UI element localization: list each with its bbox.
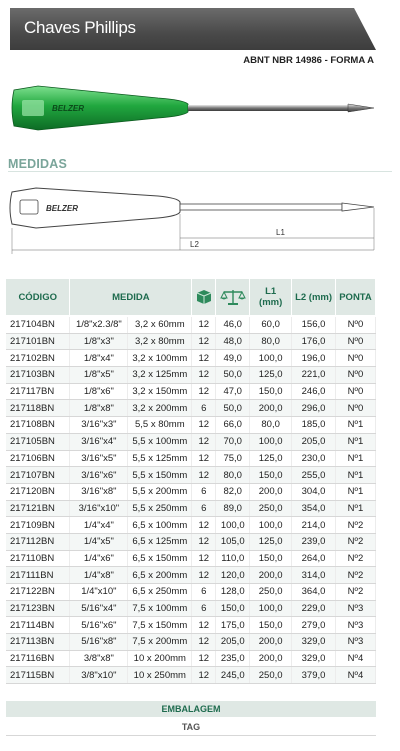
header-box [192, 279, 216, 316]
cell-qty: 12 [192, 417, 216, 434]
cell-weight: 235,0 [216, 650, 250, 667]
standard-label: ABNT NBR 14986 - FORMA A [243, 55, 374, 66]
cell-ponta: Nº0 [335, 383, 375, 400]
embalagem-label: EMBALAGEM [6, 701, 376, 717]
cell-codigo: 217113BN [6, 634, 70, 651]
cell-weight: 245,0 [216, 667, 250, 684]
cell-l2: 185,0 [292, 417, 336, 434]
cell-l1: 200,0 [250, 634, 292, 651]
cell-l1: 100,0 [250, 350, 292, 367]
cell-qty: 12 [192, 367, 216, 384]
cell-l2: 176,0 [292, 333, 336, 350]
cell-medida-inch: 1/8"x6" [70, 383, 128, 400]
cell-ponta: Nº3 [335, 617, 375, 634]
cell-medida-inch: 1/8"x4" [70, 350, 128, 367]
cell-ponta: Nº3 [335, 634, 375, 651]
tag-label: TAG [6, 719, 376, 736]
cell-l2: 221,0 [292, 367, 336, 384]
cell-ponta: Nº1 [335, 467, 375, 484]
header-l1-label: L1 [265, 286, 277, 297]
cell-weight: 46,0 [216, 316, 250, 333]
header-ponta: PONTA [335, 279, 375, 316]
cell-codigo: 217117BN [6, 383, 70, 400]
cell-medida-inch: 1/8"x2.3/8" [70, 316, 128, 333]
cell-ponta: Nº2 [335, 550, 375, 567]
table-row [6, 533, 376, 550]
header-medida: MEDIDA [70, 279, 192, 316]
table-row [6, 550, 376, 567]
cell-l2: 246,0 [292, 383, 336, 400]
cell-l1: 250,0 [250, 500, 292, 517]
cell-medida-mm: 7,5 x 100mm [128, 600, 192, 617]
cell-codigo: 217118BN [6, 400, 70, 417]
cell-medida-mm: 6,5 x 150mm [128, 550, 192, 567]
cell-medida-mm: 3,2 x 100mm [128, 350, 192, 367]
cell-weight: 70,0 [216, 433, 250, 450]
cell-medida-inch: 1/4"x4" [70, 517, 128, 534]
cell-weight: 47,0 [216, 383, 250, 400]
cell-medida-mm: 6,5 x 100mm [128, 517, 192, 534]
cell-ponta: Nº1 [335, 433, 375, 450]
cell-ponta: Nº2 [335, 567, 375, 584]
l2-dimension-label: L2 [190, 240, 199, 249]
cell-l1: 100,0 [250, 517, 292, 534]
cell-medida-mm: 3,2 x 60mm [128, 316, 192, 333]
cell-l1: 150,0 [250, 467, 292, 484]
cell-qty: 12 [192, 433, 216, 450]
cell-l2: 214,0 [292, 517, 336, 534]
table-row [6, 467, 376, 484]
cell-medida-mm: 10 x 200mm [128, 650, 192, 667]
cell-qty: 6 [192, 500, 216, 517]
cell-l2: 264,0 [292, 550, 336, 567]
cell-medida-inch: 1/8"x5" [70, 367, 128, 384]
cell-qty: 12 [192, 533, 216, 550]
cell-codigo: 217107BN [6, 467, 70, 484]
table-row [6, 584, 376, 601]
cell-l2: 379,0 [292, 667, 336, 684]
header-l1 [250, 279, 292, 316]
cell-ponta: Nº2 [335, 517, 375, 534]
cell-ponta: Nº0 [335, 333, 375, 350]
cell-l2: 354,0 [292, 500, 336, 517]
cell-medida-mm: 6,5 x 125mm [128, 533, 192, 550]
cell-medida-inch: 3/16"x10" [70, 500, 128, 517]
table-row [6, 417, 376, 434]
cell-weight: 128,0 [216, 584, 250, 601]
cell-ponta: Nº4 [335, 667, 375, 684]
cell-ponta: Nº2 [335, 533, 375, 550]
table-row [6, 483, 376, 500]
cell-weight: 205,0 [216, 634, 250, 651]
cell-medida-inch: 3/16"x3" [70, 417, 128, 434]
cell-medida-inch: 3/16"x8" [70, 483, 128, 500]
brand-label: BELZER [52, 104, 84, 113]
table-row [6, 383, 376, 400]
cell-qty: 12 [192, 350, 216, 367]
cell-medida-inch: 1/8"x3" [70, 333, 128, 350]
table-row [6, 617, 376, 634]
cell-qty: 12 [192, 383, 216, 400]
cell-weight: 110,0 [216, 550, 250, 567]
header-weight [216, 279, 250, 316]
cell-weight: 50,0 [216, 367, 250, 384]
cell-l2: 255,0 [292, 467, 336, 484]
cell-ponta: Nº3 [335, 600, 375, 617]
cell-medida-inch: 5/16"x4" [70, 600, 128, 617]
l1-dimension-label: L1 [276, 228, 285, 237]
cell-medida-inch: 3/16"x4" [70, 433, 128, 450]
cell-codigo: 217101BN [6, 333, 70, 350]
cell-weight: 49,0 [216, 350, 250, 367]
cell-qty: 12 [192, 634, 216, 651]
cell-l2: 239,0 [292, 533, 336, 550]
table-row [6, 634, 376, 651]
cell-medida-inch: 3/8"x10" [70, 667, 128, 684]
table-row [6, 450, 376, 467]
table-row [6, 433, 376, 450]
cell-codigo: 217123BN [6, 600, 70, 617]
table-row [6, 650, 376, 667]
cell-qty: 6 [192, 600, 216, 617]
cell-l1: 150,0 [250, 550, 292, 567]
cell-medida-mm: 5,5 x 150mm [128, 467, 192, 484]
cell-medida-inch: 5/16"x8" [70, 634, 128, 651]
cell-medida-inch: 1/4"x6" [70, 550, 128, 567]
cell-l2: 230,0 [292, 450, 336, 467]
cell-qty: 12 [192, 517, 216, 534]
cell-medida-mm: 6,5 x 250mm [128, 584, 192, 601]
cell-codigo: 217122BN [6, 584, 70, 601]
table-row [6, 500, 376, 517]
section-divider [8, 171, 392, 172]
cell-qty: 12 [192, 667, 216, 684]
cell-l2: 329,0 [292, 634, 336, 651]
cell-qty: 12 [192, 467, 216, 484]
cell-qty: 12 [192, 567, 216, 584]
cell-l2: 229,0 [292, 600, 336, 617]
table-row [6, 316, 376, 333]
box-icon [195, 288, 213, 306]
cell-medida-inch: 1/4"x5" [70, 533, 128, 550]
cell-weight: 175,0 [216, 617, 250, 634]
cell-l2: 279,0 [292, 617, 336, 634]
cell-l2: 364,0 [292, 584, 336, 601]
cell-codigo: 217103BN [6, 367, 70, 384]
cell-qty: 12 [192, 450, 216, 467]
cell-codigo: 217109BN [6, 517, 70, 534]
cell-l2: 156,0 [292, 316, 336, 333]
cell-l1: 80,0 [250, 333, 292, 350]
cell-medida-mm: 5,5 x 250mm [128, 500, 192, 517]
cell-weight: 105,0 [216, 533, 250, 550]
cell-l1: 150,0 [250, 383, 292, 400]
cell-ponta: Nº0 [335, 350, 375, 367]
cell-l1: 60,0 [250, 316, 292, 333]
cell-medida-mm: 3,2 x 80mm [128, 333, 192, 350]
cell-l1: 200,0 [250, 650, 292, 667]
cell-codigo: 217105BN [6, 433, 70, 450]
cell-ponta: Nº4 [335, 650, 375, 667]
table-header-row [6, 279, 376, 316]
table-row [6, 600, 376, 617]
cell-l1: 200,0 [250, 483, 292, 500]
table-row [6, 350, 376, 367]
cell-codigo: 217121BN [6, 500, 70, 517]
cell-l1: 250,0 [250, 584, 292, 601]
cell-codigo: 217115BN [6, 667, 70, 684]
table-row [6, 517, 376, 534]
screwdriver-photo [8, 78, 388, 138]
cell-medida-mm: 7,5 x 150mm [128, 617, 192, 634]
specification-table [6, 279, 376, 684]
cell-ponta: Nº1 [335, 483, 375, 500]
cell-medida-mm: 5,5 x 80mm [128, 417, 192, 434]
cell-weight: 48,0 [216, 333, 250, 350]
cell-weight: 66,0 [216, 417, 250, 434]
cell-weight: 150,0 [216, 600, 250, 617]
cell-medida-mm: 5,5 x 100mm [128, 433, 192, 450]
cell-codigo: 217116BN [6, 650, 70, 667]
cell-codigo: 217106BN [6, 450, 70, 467]
scale-icon [220, 288, 246, 306]
cell-qty: 12 [192, 650, 216, 667]
table-row [6, 667, 376, 684]
cell-l2: 296,0 [292, 400, 336, 417]
cell-l2: 329,0 [292, 650, 336, 667]
cell-codigo: 217111BN [6, 567, 70, 584]
cell-l2: 314,0 [292, 567, 336, 584]
cell-l1: 125,0 [250, 450, 292, 467]
cell-l1: 100,0 [250, 433, 292, 450]
table-row [6, 367, 376, 384]
cell-l2: 196,0 [292, 350, 336, 367]
cell-l1: 80,0 [250, 417, 292, 434]
cell-weight: 120,0 [216, 567, 250, 584]
cell-codigo: 217114BN [6, 617, 70, 634]
cell-weight: 89,0 [216, 500, 250, 517]
cell-l1: 125,0 [250, 367, 292, 384]
cell-qty: 12 [192, 333, 216, 350]
cell-medida-inch: 3/8"x8" [70, 650, 128, 667]
cell-medida-mm: 10 x 250mm [128, 667, 192, 684]
cell-medida-inch: 3/16"x6" [70, 467, 128, 484]
cell-medida-mm: 5,5 x 125mm [128, 450, 192, 467]
cell-l1: 125,0 [250, 533, 292, 550]
cell-codigo: 217104BN [6, 316, 70, 333]
cell-l1: 200,0 [250, 567, 292, 584]
cell-medida-inch: 1/4"x8" [70, 567, 128, 584]
cell-medida-mm: 7,5 x 200mm [128, 634, 192, 651]
technical-drawing [8, 178, 392, 268]
cell-l2: 304,0 [292, 483, 336, 500]
cell-qty: 6 [192, 584, 216, 601]
header-codigo: CÓDIGO [6, 279, 70, 316]
cell-ponta: Nº2 [335, 584, 375, 601]
cell-medida-inch: 5/16"x6" [70, 617, 128, 634]
cell-medida-inch: 1/8"x8" [70, 400, 128, 417]
cell-l1: 250,0 [250, 667, 292, 684]
cell-weight: 50,0 [216, 400, 250, 417]
cell-medida-mm: 5,5 x 200mm [128, 483, 192, 500]
cell-weight: 80,0 [216, 467, 250, 484]
page-title: Chaves Phillips [24, 18, 136, 37]
cell-ponta: Nº1 [335, 500, 375, 517]
cell-medida-inch: 3/16"x5" [70, 450, 128, 467]
cell-ponta: Nº0 [335, 400, 375, 417]
section-title-medidas: MEDIDAS [8, 157, 68, 171]
table-row [6, 400, 376, 417]
cell-weight: 100,0 [216, 517, 250, 534]
table-row [6, 333, 376, 350]
header-l2: L2 (mm) [292, 279, 336, 316]
cell-qty: 12 [192, 316, 216, 333]
cell-ponta: Nº0 [335, 316, 375, 333]
header-l1-unit: (mm) [259, 297, 283, 308]
cell-l1: 200,0 [250, 400, 292, 417]
cell-ponta: Nº1 [335, 450, 375, 467]
cell-l1: 150,0 [250, 617, 292, 634]
cell-l2: 205,0 [292, 433, 336, 450]
cell-weight: 75,0 [216, 450, 250, 467]
cell-codigo: 217102BN [6, 350, 70, 367]
table-row [6, 567, 376, 584]
cell-codigo: 217112BN [6, 533, 70, 550]
cell-qty: 6 [192, 483, 216, 500]
cell-medida-mm: 3,2 x 150mm [128, 383, 192, 400]
cell-qty: 12 [192, 550, 216, 567]
cell-l1: 100,0 [250, 600, 292, 617]
cell-qty: 6 [192, 400, 216, 417]
cell-medida-mm: 6,5 x 200mm [128, 567, 192, 584]
cell-weight: 82,0 [216, 483, 250, 500]
cell-medida-mm: 3,2 x 125mm [128, 367, 192, 384]
cell-ponta: Nº1 [335, 417, 375, 434]
cell-codigo: 217120BN [6, 483, 70, 500]
cell-qty: 12 [192, 617, 216, 634]
drawing-brand-label: BELZER [46, 204, 78, 213]
cell-medida-inch: 1/4"x10" [70, 584, 128, 601]
cell-medida-mm: 3,2 x 200mm [128, 400, 192, 417]
cell-codigo: 217110BN [6, 550, 70, 567]
cell-ponta: Nº0 [335, 367, 375, 384]
cell-codigo: 217108BN [6, 417, 70, 434]
